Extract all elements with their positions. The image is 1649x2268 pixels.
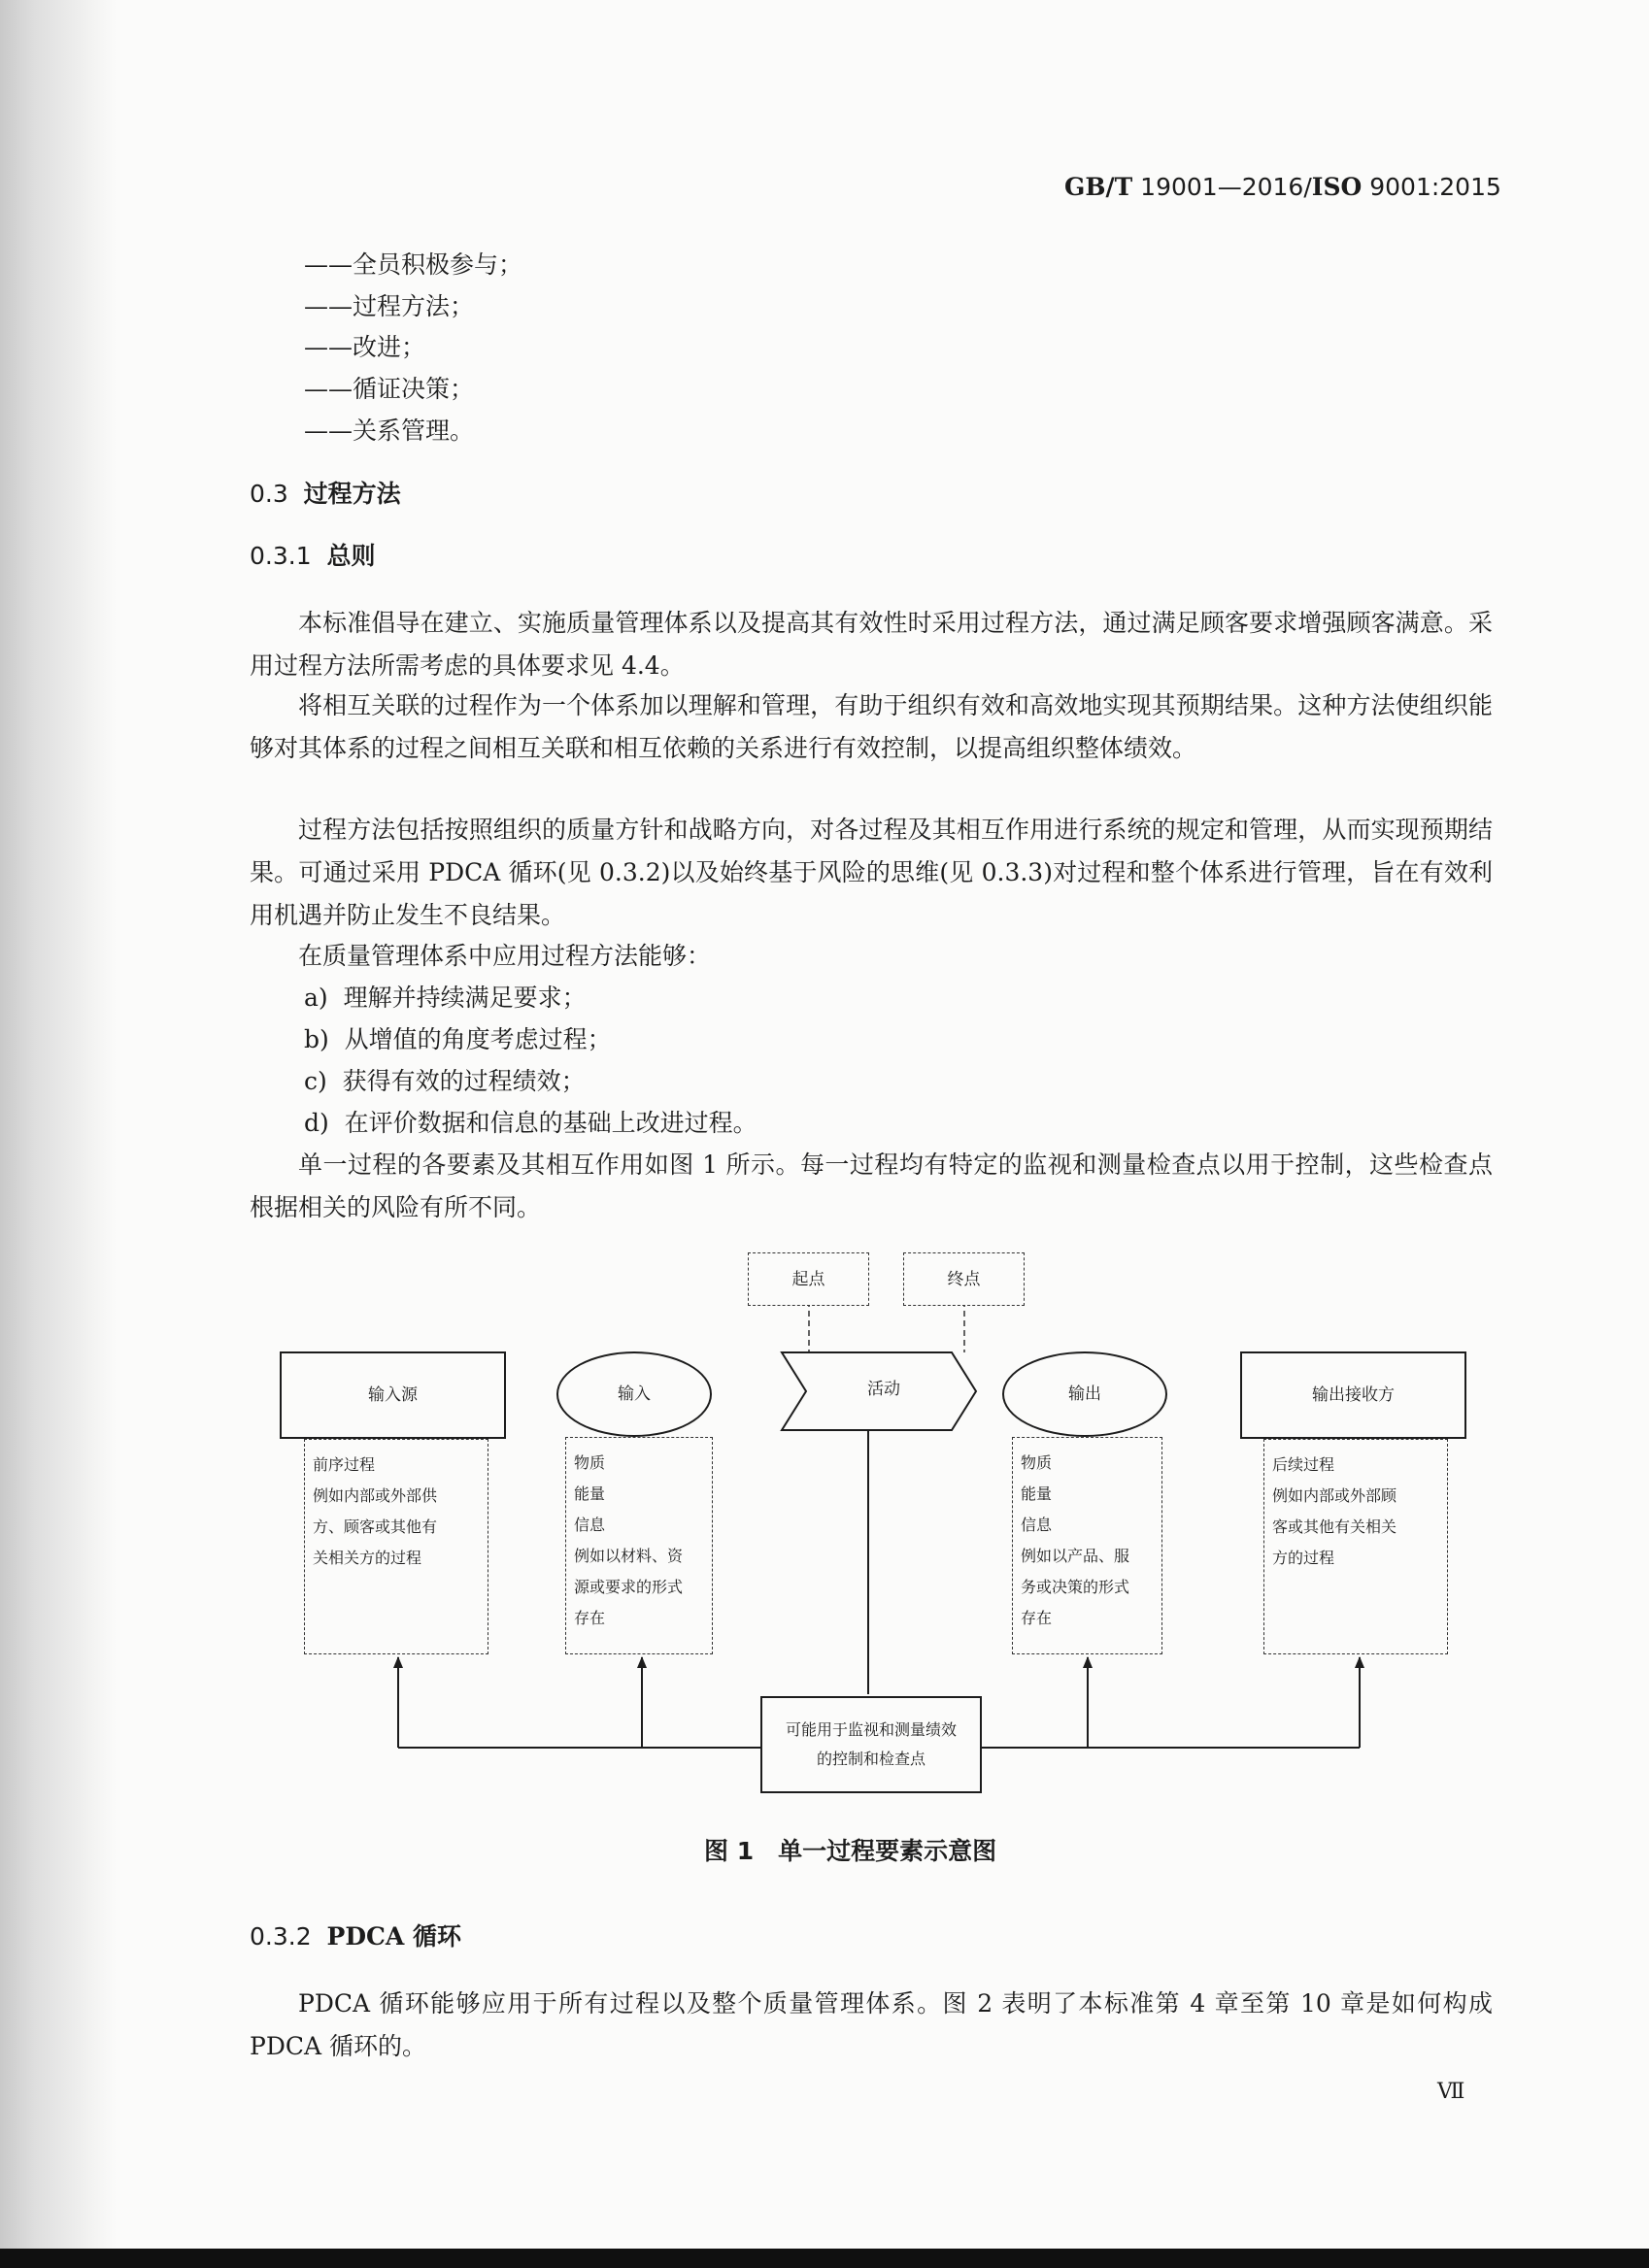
section-number: 0.3.2 xyxy=(250,1922,312,1951)
desc-line: 物质 xyxy=(1021,1453,1053,1472)
checkpoints-line: 的控制和检查点 xyxy=(816,1750,925,1768)
desc-line: 例如内部或外部供 xyxy=(313,1486,438,1505)
standard-prefix: GB/T xyxy=(1064,173,1133,201)
output-receiver-box: 输出接收方 xyxy=(1240,1351,1466,1439)
desc-line: 后续过程 xyxy=(1272,1455,1335,1474)
desc-line: 方的过程 xyxy=(1272,1549,1335,1567)
page-shadow xyxy=(0,0,117,2268)
end-box: 终点 xyxy=(903,1252,1025,1306)
paragraph: PDCA 循环能够应用于所有过程以及整个质量管理体系。图 2 表明了本标准第 4 章至第 10 章是如何构成 PDCA 循环的。 xyxy=(250,1989,1493,2060)
paragraph: 本标准倡导在建立、实施质量管理体系以及提高其有效性时采用过程方法，通过满足顾客要求增强顾客满意。采用过程方法所需考虑的具体要求见 4.4。 xyxy=(250,609,1493,680)
paragraph: 单一过程的各要素及其相互作用如图 1 所示。每一过程均有特定的监视和测量检查点以用于控制，这些检查点根据相关的风险有所不同。 xyxy=(250,1151,1493,1221)
section-number: 0.3.1 xyxy=(250,542,312,570)
paragraph: 在质量管理体系中应用过程方法能够： xyxy=(298,942,712,970)
section-title: 总则 xyxy=(326,542,376,570)
section-heading-0-3-2 xyxy=(250,1922,461,1951)
section-heading-0-3 xyxy=(250,480,401,509)
start-box: 起点 xyxy=(748,1252,869,1306)
section-title: PDCA 循环 xyxy=(326,1922,462,1951)
output-ellipse: 输出 xyxy=(1002,1351,1167,1437)
list-text: 理解并持续满足要求； xyxy=(343,984,587,1012)
output-receiver-desc xyxy=(1263,1439,1448,1654)
process-diagram xyxy=(262,1248,1476,1806)
principle-item: ——过程方法； xyxy=(304,292,475,320)
section-number: 0.3 xyxy=(250,480,288,508)
scan-bottom-edge xyxy=(0,2249,1649,2268)
desc-line: 存在 xyxy=(1021,1609,1053,1627)
desc-line: 信息 xyxy=(574,1516,606,1534)
list-item xyxy=(304,1109,757,1138)
input-source-box: 输入源 xyxy=(280,1351,506,1439)
principle-item: ——关系管理。 xyxy=(304,417,475,445)
desc-line: 前序过程 xyxy=(313,1455,376,1474)
desc-line: 存在 xyxy=(574,1609,606,1627)
paragraph: 将相互关联的过程作为一个体系加以理解和管理，有助于组织有效和高效地实现其预期结果。这种方法使组织能够对其体系的过程之间相互关联和相互依赖的关系进行有效控制，以提高组织整体绩效。 xyxy=(250,691,1493,762)
activity-label: 活动 xyxy=(867,1380,900,1399)
standard-header xyxy=(1064,173,1501,202)
desc-line: 例如内部或外部顾 xyxy=(1272,1486,1397,1505)
desc-line: 例如以材料、资 xyxy=(574,1547,684,1565)
checkpoints-box xyxy=(760,1696,982,1793)
desc-line: 例如以产品、服 xyxy=(1021,1547,1130,1565)
standard-iso-number: 9001:2015 xyxy=(1369,173,1501,201)
desc-line: 能量 xyxy=(1021,1484,1053,1503)
page-number: Ⅶ xyxy=(1437,2080,1465,2104)
output-desc xyxy=(1012,1437,1162,1654)
desc-line: 客或其他有关相关 xyxy=(1272,1518,1397,1536)
input-ellipse: 输入 xyxy=(556,1351,712,1437)
desc-line: 物质 xyxy=(574,1453,606,1472)
list-label: d) xyxy=(304,1109,329,1137)
desc-line: 关相关方的过程 xyxy=(313,1549,422,1567)
input-desc xyxy=(565,1437,713,1654)
list-item xyxy=(304,984,587,1013)
principle-item: ——循证决策； xyxy=(304,375,475,403)
principle-item: ——改进； xyxy=(304,333,426,361)
standard-number: 19001—2016/ xyxy=(1140,173,1312,201)
list-item xyxy=(304,1025,612,1054)
input-source-desc xyxy=(304,1439,488,1654)
list-label: b) xyxy=(304,1025,329,1053)
desc-line: 信息 xyxy=(1021,1516,1053,1534)
principle-item: ——全员积极参与； xyxy=(304,250,523,279)
figure-caption: 图 1 单一过程要素示意图 xyxy=(704,1837,997,1865)
list-label: a) xyxy=(304,984,328,1012)
section-title: 过程方法 xyxy=(303,480,401,508)
desc-line: 能量 xyxy=(574,1484,606,1503)
desc-line: 方、顾客或其他有 xyxy=(313,1518,438,1536)
desc-line: 务或决策的形式 xyxy=(1021,1578,1130,1596)
list-text: 在评价数据和信息的基础上改进过程。 xyxy=(344,1109,757,1137)
list-item xyxy=(304,1067,586,1096)
desc-line: 源或要求的形式 xyxy=(574,1578,684,1596)
section-heading-0-3-1 xyxy=(250,542,376,571)
list-text: 获得有效的过程绩效； xyxy=(342,1067,586,1095)
checkpoints-line: 可能用于监视和测量绩效 xyxy=(785,1720,957,1739)
standard-iso: ISO xyxy=(1311,173,1363,201)
list-text: 从增值的角度考虑过程； xyxy=(344,1025,612,1053)
paragraph: 过程方法包括按照组织的质量方针和战略方向，对各过程及其相互作用进行系统的规定和管理，从而实现预期结果。可通过采用 PDCA 循环(见 0.3.2)以及始终基于风险的思维(见 0.3.3)对过程和整个体系进行管理，旨在有效利用机遇并防止发生不良结果。 xyxy=(250,816,1493,929)
list-label: c) xyxy=(304,1067,327,1095)
